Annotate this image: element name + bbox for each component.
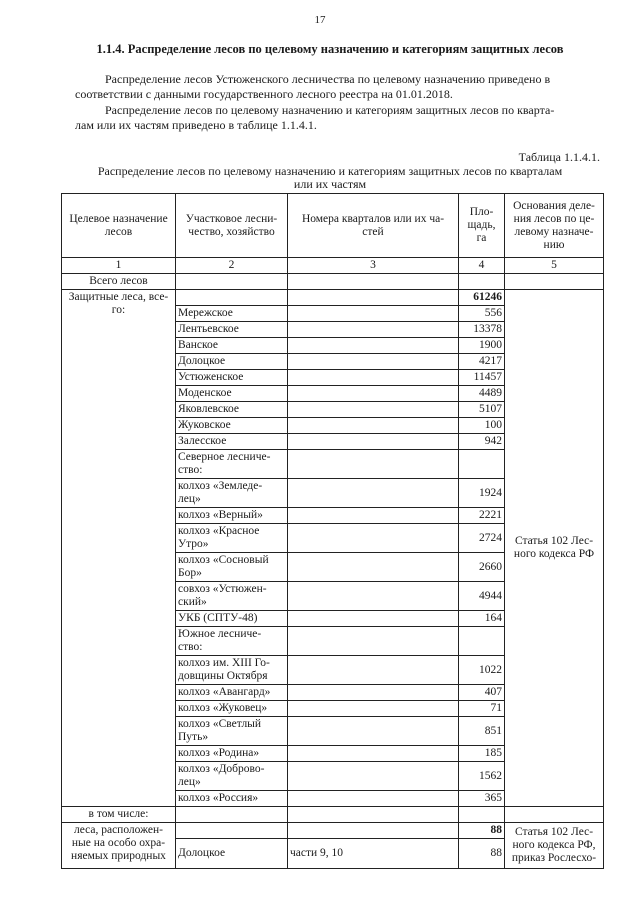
district-cell — [176, 450, 288, 479]
quarters-cell — [288, 508, 459, 524]
header-district-line: Участковое лесни- — [185, 212, 278, 225]
quarters-cell — [288, 386, 459, 402]
area-cell: 365 — [459, 791, 505, 807]
header-purpose-line: Целевое назначение — [69, 212, 168, 225]
quarters-cell — [288, 524, 459, 553]
area-cell: 2221 — [459, 508, 505, 524]
district-cell — [176, 685, 288, 701]
area-cell: 185 — [459, 746, 505, 762]
area-cell: 1924 — [459, 479, 505, 508]
district-line: колхоз «Земледе- — [178, 480, 263, 492]
paragraph-1 — [75, 72, 600, 102]
district-cell — [176, 611, 288, 627]
header-quarters-line: стей — [362, 225, 384, 238]
header-district-line: чество, хозяйство — [188, 225, 275, 238]
oopt-label — [62, 823, 176, 869]
district-cell — [176, 656, 288, 685]
district-line: ство: — [178, 641, 203, 653]
district-cell — [176, 354, 288, 370]
header-basis-line: нию — [543, 238, 565, 251]
district-line: колхоз «Светлый — [178, 718, 262, 730]
header-purpose-line: лесов — [104, 225, 133, 238]
district-cell — [176, 402, 288, 418]
quarters-cell — [288, 762, 459, 791]
protective-forests-label — [62, 290, 176, 807]
district-line: Моденское — [178, 387, 232, 399]
basis-line: приказ Рослесхо- — [511, 852, 597, 864]
empty-cell — [288, 823, 459, 839]
oopt-quarters: части 9, 10 — [288, 839, 459, 869]
empty-cell — [288, 290, 459, 306]
district-cell — [176, 701, 288, 717]
area-cell: 2724 — [459, 524, 505, 553]
district-line: колхоз им. XIII Го- — [178, 657, 270, 669]
district-cell — [176, 762, 288, 791]
district-line: колхоз «Родина» — [178, 747, 260, 759]
district-cell — [176, 508, 288, 524]
district-cell — [176, 524, 288, 553]
table-caption-line-2: или их частям — [293, 177, 367, 191]
quarters-cell — [288, 354, 459, 370]
protective-label-line: Защитные леса, все- — [68, 291, 169, 303]
area-cell: 1562 — [459, 762, 505, 791]
district-line: колхоз «Сосновый — [178, 554, 269, 566]
empty-cell — [459, 807, 505, 823]
area-cell: 407 — [459, 685, 505, 701]
quarters-cell — [288, 322, 459, 338]
empty-cell — [459, 274, 505, 290]
header-purpose — [62, 194, 176, 258]
quarters-cell — [288, 701, 459, 717]
district-line: Жуковское — [178, 419, 231, 431]
header-basis-line: левому назначе- — [514, 225, 594, 238]
district-line: лец» — [178, 493, 201, 505]
header-basis — [505, 194, 604, 258]
quarters-cell — [288, 717, 459, 746]
district-cell — [176, 322, 288, 338]
empty-cell — [176, 290, 288, 306]
paragraph-2 — [75, 103, 600, 133]
column-number: 2 — [176, 258, 288, 274]
area-cell: 71 — [459, 701, 505, 717]
header-area — [459, 194, 505, 258]
district-cell — [176, 386, 288, 402]
area-cell: 2660 — [459, 553, 505, 582]
page-number: 17 — [314, 14, 326, 26]
empty-cell — [288, 807, 459, 823]
district-cell — [176, 434, 288, 450]
header-basis-line: Основания деле- — [513, 199, 595, 212]
district-line: совхоз «Устюжен- — [178, 583, 267, 595]
district-cell — [176, 338, 288, 354]
protective-basis — [505, 290, 604, 807]
oopt-total-area: 88 — [459, 823, 505, 839]
quarters-cell — [288, 656, 459, 685]
header-basis-line: ния лесов по це- — [513, 212, 595, 225]
district-line: Ванское — [178, 339, 219, 351]
district-cell — [176, 553, 288, 582]
quarters-cell — [288, 434, 459, 450]
district-line: Залесское — [178, 435, 227, 447]
district-line: колхоз «Россия» — [178, 792, 259, 804]
district-line: Мережское — [178, 307, 233, 319]
paragraph-2-line-1: Распределение лесов по целевому назначению и категориям защитных лесов по кварта- — [105, 103, 555, 117]
area-cell: 100 — [459, 418, 505, 434]
table-caption — [60, 165, 600, 191]
column-number: 3 — [288, 258, 459, 274]
quarters-cell — [288, 582, 459, 611]
quarters-cell — [288, 402, 459, 418]
including-label: в том числе: — [62, 807, 176, 823]
district-cell — [176, 717, 288, 746]
empty-cell — [176, 274, 288, 290]
district-line: колхоз «Красное — [178, 525, 260, 537]
header-area-line: Пло- — [469, 206, 494, 218]
area-cell: 4217 — [459, 354, 505, 370]
table-label: Таблица 1.1.4.1. — [518, 150, 600, 164]
district-line: Устюженское — [178, 371, 244, 383]
quarters-cell — [288, 553, 459, 582]
district-line: лец» — [178, 776, 201, 788]
district-line: Утро» — [178, 538, 209, 550]
quarters-cell — [288, 370, 459, 386]
district-line: УКБ (СПТУ-48) — [178, 612, 258, 624]
area-cell — [459, 450, 505, 479]
oopt-label-line: няемых природных — [71, 850, 166, 862]
district-cell — [176, 479, 288, 508]
district-cell — [176, 418, 288, 434]
district-line: Путь» — [178, 731, 209, 743]
area-cell: 1900 — [459, 338, 505, 354]
quarters-cell — [288, 479, 459, 508]
quarters-cell — [288, 627, 459, 656]
district-cell — [176, 627, 288, 656]
total-forests-label: Всего лесов — [62, 274, 176, 290]
header-quarters-line: Номера кварталов или их ча- — [301, 212, 445, 225]
area-cell: 13378 — [459, 322, 505, 338]
protective-label-line: го: — [111, 304, 126, 316]
protective-forests-row — [62, 290, 604, 306]
area-cell — [459, 627, 505, 656]
area-cell: 4944 — [459, 582, 505, 611]
area-cell: 11457 — [459, 370, 505, 386]
district-cell — [176, 582, 288, 611]
oopt-basis — [505, 823, 604, 869]
quarters-cell — [288, 306, 459, 322]
district-line: колхоз «Жуковец» — [178, 702, 268, 714]
quarters-cell — [288, 338, 459, 354]
oopt-district: Долоцкое — [176, 839, 288, 869]
paragraph-2-line-2: лам или их частям приведено в таблице 1.1.4.1. — [75, 118, 317, 132]
area-cell: 164 — [459, 611, 505, 627]
empty-cell — [176, 807, 288, 823]
header-area-line: щадь, — [467, 219, 496, 231]
header-district — [176, 194, 288, 258]
paragraph-1-line-1: Распределение лесов Устюженского лесничества по целевому назначению приведено в — [105, 72, 551, 86]
district-line: ство: — [178, 464, 203, 476]
section-heading: 1.1.4. Распределение лесов по целевому назначению и категориям защитных лесов — [96, 42, 564, 56]
area-cell: 942 — [459, 434, 505, 450]
protective-total-area: 61246 — [459, 290, 505, 306]
basis-line: ного кодекса РФ, — [512, 839, 596, 851]
quarters-cell — [288, 450, 459, 479]
oopt-label-line: ные на особо охра- — [71, 837, 166, 849]
quarters-cell — [288, 611, 459, 627]
basis-line: Статья 102 Лес- — [514, 535, 594, 547]
district-line: довщины Октября — [178, 670, 268, 682]
district-line: ский» — [178, 596, 207, 608]
total-forests-row — [62, 274, 604, 290]
district-line: Южное лесниче- — [178, 628, 262, 640]
column-number-row — [62, 258, 604, 274]
district-line: колхоз «Доброво- — [178, 763, 265, 775]
basis-line: Статья 102 Лес- — [514, 826, 594, 838]
column-number: 4 — [459, 258, 505, 274]
quarters-cell — [288, 685, 459, 701]
area-cell: 4489 — [459, 386, 505, 402]
area-cell: 5107 — [459, 402, 505, 418]
empty-cell — [505, 274, 604, 290]
district-cell — [176, 306, 288, 322]
empty-cell — [288, 274, 459, 290]
district-cell — [176, 746, 288, 762]
oopt-area: 88 — [459, 839, 505, 869]
district-line: Бор» — [178, 567, 202, 579]
area-cell: 851 — [459, 717, 505, 746]
paragraph-1-line-2: соответствии с данными государственного лесного реестра на 01.01.2018. — [75, 87, 453, 101]
basis-line: ного кодекса РФ — [513, 548, 595, 560]
quarters-cell — [288, 418, 459, 434]
header-area-line: га — [476, 232, 487, 244]
quarters-cell — [288, 791, 459, 807]
quarters-cell — [288, 746, 459, 762]
table-caption-line-1: Распределение лесов по целевому назначению и категориям защитных лесов по кварталам — [97, 164, 563, 178]
district-line: Долоцкое — [178, 355, 226, 367]
district-line: Северное лесниче- — [178, 451, 271, 463]
area-cell: 1022 — [459, 656, 505, 685]
district-cell — [176, 791, 288, 807]
forest-distribution-table — [61, 193, 604, 869]
district-line: Лентьевское — [178, 323, 239, 335]
header-quarters — [288, 194, 459, 258]
table-header-row — [62, 194, 604, 258]
district-line: Яковлевское — [178, 403, 240, 415]
oopt-label-line: леса, расположен- — [73, 824, 164, 836]
district-cell — [176, 370, 288, 386]
district-line: колхоз «Верный» — [178, 509, 263, 521]
including-row — [62, 807, 604, 823]
empty-cell — [505, 807, 604, 823]
oopt-total-row — [62, 823, 604, 839]
column-number: 5 — [505, 258, 604, 274]
column-number: 1 — [62, 258, 176, 274]
area-cell: 556 — [459, 306, 505, 322]
empty-cell — [176, 823, 288, 839]
district-line: колхоз «Авангард» — [178, 686, 271, 698]
